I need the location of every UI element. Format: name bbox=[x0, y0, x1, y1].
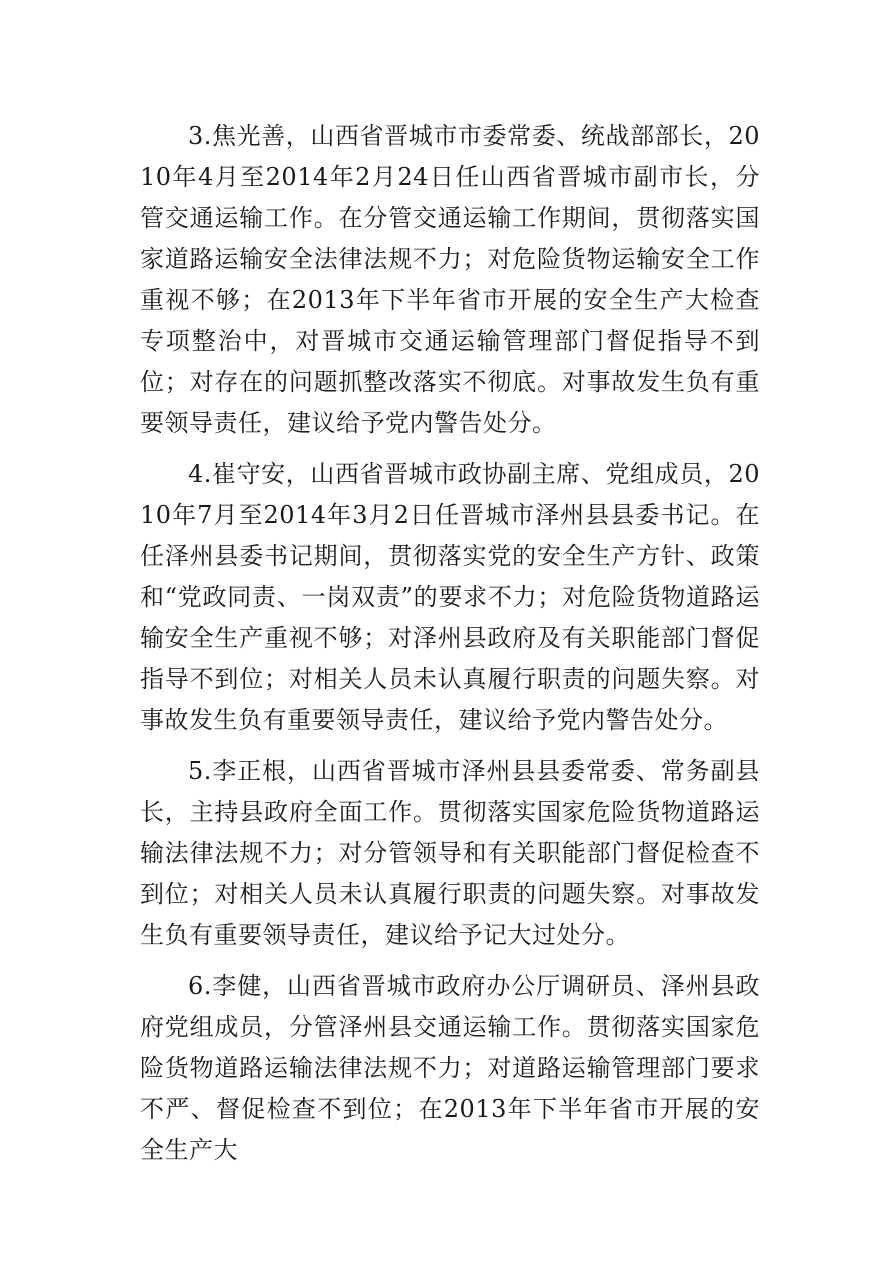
paragraph-item-6: 6.李健，山西省晋城市政府办公厅调研员、泽州县政府党组成员，分管泽州县交通运输工作。贯彻落实国家危险货物道路运输法律法规不力；对道路运输管理部门要求不严、督促检查不到位；在2013年下半年省市开展的安全生产大 bbox=[140, 972, 760, 1164]
paragraph-item-4: 4.崔守安，山西省晋城市政协副主席、党组成员，2010年7月至2014年3月2日任晋城市泽州县县委书记。在任泽州县委书记期间，贯彻落实党的安全生产方针、政策和“党政同责、一岗双责”的要求不力；对危险货物道路运输安全生产重视不够；对泽州县政府及有关职能部门督促指导不到位；对相关人员未认真履行职责的问题失察。对事故发生负有重要领导责任，建议给予党内警告处分。 bbox=[140, 460, 760, 734]
paragraph-item-5: 5.李正根，山西省晋城市泽州县县委常委、常务副县长，主持县政府全面工作。贯彻落实国家危险货物道路运输法律法规不力；对分管领导和有关职能部门督促检查不到位；对相关人员未认真履行职责的问题失察。对事故发生负有重要领导责任，建议给予记大过处分。 bbox=[140, 757, 760, 949]
document-body bbox=[140, 116, 760, 1181]
paragraph-item-3: 3.焦光善，山西省晋城市市委常委、统战部部长，2010年4月至2014年2月24日任山西省晋城市副市长，分管交通运输工作。在分管交通运输工作期间，贯彻落实国家道路运输安全法律法规不力；对危险货物运输安全工作重视不够；在2013年下半年省市开展的安全生产大检查专项整治中，对晋城市交通运输管理部门督促指导不到位；对存在的问题抓整改落实不彻底。对事故发生负有重要领导责任，建议给予党内警告处分。 bbox=[140, 122, 760, 437]
